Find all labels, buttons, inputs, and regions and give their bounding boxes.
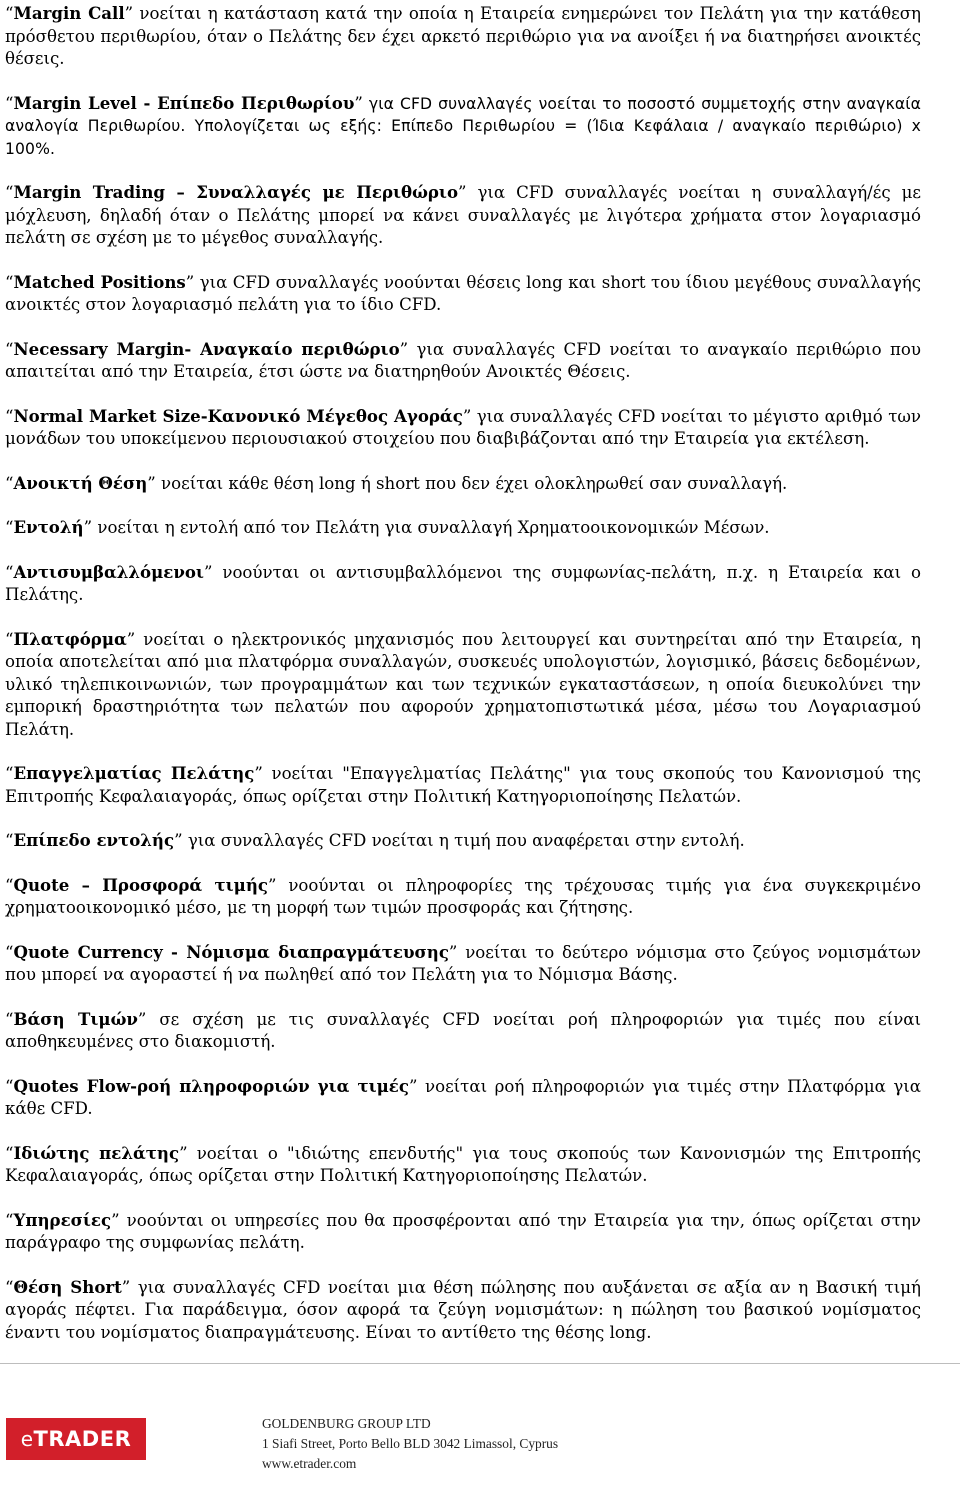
open-quote: “: [5, 1210, 14, 1230]
glossary-definition: νοείται ο "ιδιώτης επενδυτής" για τους σκοπούς των Κανονισμών της Επιτροπής Κεφαλαιαγοράς, όπως ορίζεται στην Πολιτική Κατηγοριοποίησης Πελατών.: [5, 1143, 921, 1185]
glossary-entry: [5, 516, 921, 540]
glossary-term: Θέση Short: [13, 1276, 122, 1297]
glossary-term: Quote – Προσφορά τιμής: [13, 874, 268, 895]
glossary-entry: [5, 338, 921, 384]
glossary-term: Βάση Τιμών: [13, 1008, 138, 1029]
close-quote: ”: [399, 339, 409, 359]
glossary-entry: [5, 561, 921, 607]
glossary-definition: για συναλλαγές CFD νοείται μια θέση πώλησης που αυξάνεται σε αξία αν η Βασική τιμή αγοράς πέφτει. Για παράδειγμα, όσον αφορά τα ζεύγη νομισμάτων: η πώληση του βασικού νομίσματος έναντι του νομίσματος διαπραγμάτευσης. Είναι το αντίθετο της θέσης long.: [5, 1277, 921, 1342]
open-quote: “: [5, 831, 14, 850]
close-quote: ”: [458, 183, 467, 202]
company-address: 1 Siafi Street, Porto Bello BLD 3042 Limassol, Cyprus: [262, 1436, 559, 1451]
open-quote: “: [5, 339, 14, 359]
close-quote: ”: [185, 272, 195, 292]
open-quote: “: [5, 629, 14, 649]
company-website[interactable]: www.etrader.com: [262, 1456, 357, 1471]
open-quote: “: [5, 1143, 14, 1163]
company-name: GOLDENBURG GROUP LTD: [262, 1416, 431, 1431]
glossary-term: Αντισυμβαλλόμενοι: [13, 561, 204, 582]
glossary-term: Quotes Flow-ροή πληροφοριών για τιμές: [13, 1075, 409, 1096]
close-quote: ”: [408, 1076, 418, 1096]
glossary-definition: νοείται "Επαγγελματίας Πελάτης" για τους σκοπούς του Κανονισμού της Επιτροπής Κεφαλαιαγοράς, όπως ορίζεται στην Πολιτική Κατηγοριοποίησης Πελατών.: [5, 764, 921, 806]
open-quote: “: [5, 1277, 14, 1297]
glossary-entry: [5, 1142, 921, 1188]
close-quote: ”: [203, 562, 213, 582]
close-quote: ”: [448, 942, 458, 962]
close-quote: ”: [254, 764, 263, 783]
close-quote: ”: [354, 93, 363, 113]
open-quote: “: [5, 406, 14, 426]
glossary-entry: [5, 472, 921, 496]
glossary-entry: [5, 762, 921, 808]
close-quote: ”: [111, 1210, 120, 1230]
glossary-definition: νοείται κάθε θέση long ή short που δεν έχει ολοκληρωθεί σαν συναλλαγή.: [155, 473, 788, 493]
glossary-term: Εντολή: [13, 517, 84, 537]
close-quote: ”: [462, 406, 472, 426]
glossary-definition: νοείται το δεύτερο νόμισμα στο ζεύγος νομισμάτων που μπορεί να αγοραστεί ή να πωληθεί από τον Πελάτη για το Νόμισμα Βάσης.: [5, 942, 921, 984]
open-quote: “: [5, 875, 14, 895]
close-quote: ”: [137, 1009, 147, 1029]
open-quote: “: [5, 183, 14, 202]
open-quote: “: [5, 562, 14, 582]
close-quote: ”: [124, 4, 134, 23]
glossary-definition: νοούνται οι αντισυμβαλλόμενοι της συμφωνίας-πελάτη, π.χ. η Εταιρεία και ο Πελάτης.: [5, 562, 921, 604]
open-quote: “: [5, 272, 14, 292]
glossary-entry: [5, 92, 921, 161]
glossary-term: Matched Positions: [13, 271, 186, 292]
open-quote: “: [5, 4, 14, 23]
glossary-definition: για συναλλαγές CFD νοείται το μέγιστο αριθμό των μονάδων του υποκείμενου περιουσιακού στοιχείου που διαβιβάζονται από την Εταιρεία για εκτέλεση.: [5, 406, 921, 448]
company-info: [262, 1414, 558, 1474]
glossary-definition: για CFD συναλλαγές νοείται το ποσοστό συμμετοχής στην αναγκαία αναλογία Περιθωρίου. Υπολογίζεται ως εξής: Επίπεδο Περιθωρίου = (Ίδια Κεφάλαια / αναγκαίο περιθώριο) x 100%.: [5, 94, 921, 158]
glossary-definition: για CFD συναλλαγές νοούνται θέσεις long και short του ίδιου μεγέθους συναλλαγής ανοικτές στον λογαριασμό πελάτη για το ίδιο CFD.: [5, 272, 921, 314]
glossary-entry: [5, 271, 921, 317]
glossary-term: Margin Call: [13, 3, 125, 23]
open-quote: “: [5, 473, 14, 493]
glossary-entry: [5, 181, 921, 250]
glossary-term: Ανοικτή Θέση: [13, 472, 148, 493]
close-quote: ”: [179, 1143, 188, 1163]
glossary-term: Margin Level - Επίπεδο Περιθωρίου: [13, 92, 355, 113]
close-quote: ”: [83, 518, 93, 537]
glossary-term: Πλατφόρμα: [13, 628, 127, 649]
glossary-term: Επίπεδο εντολής: [13, 830, 175, 850]
glossary-term: Επαγγελματίας Πελάτης: [13, 763, 255, 783]
glossary-term: Normal Market Size-Κανονικό Μέγεθος Αγοράς: [13, 405, 463, 426]
close-quote: ”: [121, 1277, 131, 1297]
open-quote: “: [5, 1009, 14, 1029]
glossary-entry: [5, 1008, 921, 1054]
glossary-definition: νοείται η κατάσταση κατά την οποία η Εταιρεία ενημερώνει τον Πελάτη για την κατάθεση πρόσθετου περιθωρίου, όταν ο Πελάτης δεν έχει αρκετό περιθώριο για να ανοίξει ή να διατηρήσει ανοικτές θέσεις.: [5, 4, 921, 68]
glossary: [5, 2, 921, 1365]
glossary-term: Ιδιώτης πελάτης: [13, 1142, 180, 1163]
open-quote: “: [5, 93, 14, 113]
glossary-definition: σε σχέση με τις συναλλαγές CFD νοείται ροή πληροφοριών για τιμές που είναι αποθηκευμένες στο διακομιστή.: [5, 1009, 921, 1051]
glossary-entry: [5, 829, 921, 853]
glossary-definition: νοούνται οι πληροφορίες της τρέχουσας τιμής για ένα συγκεκριμένο χρηματοοικονομικό μέσο, με τη μορφή των τιμών προσφοράς και ζήτησης.: [5, 875, 921, 917]
glossary-term: Υπηρεσίες: [13, 1209, 112, 1230]
glossary-entry: [5, 405, 921, 451]
glossary-definition: νοείται η εντολή από τον Πελάτη για συναλλαγή Χρηματοοικονομικών Μέσων.: [92, 518, 770, 537]
glossary-entry: [5, 628, 921, 742]
glossary-definition: για συναλλαγές CFD νοείται το αναγκαίο περιθώριο που απαιτείται από την Εταιρεία, έτσι ώστε να διατηρηθούν Ανοικτές Θέσεις.: [5, 339, 921, 381]
glossary-entry: [5, 941, 921, 987]
open-quote: “: [5, 1076, 14, 1096]
glossary-definition: νοείται ροή πληροφοριών για τιμές στην Πλατφόρμα για κάθε CFD.: [5, 1076, 921, 1118]
close-quote: ”: [147, 473, 156, 493]
open-quote: “: [5, 518, 14, 537]
open-quote: “: [5, 942, 14, 962]
close-quote: ”: [268, 875, 277, 895]
glossary-term: Quote Currency - Νόμισμα διαπραγμάτευσης: [13, 941, 449, 962]
glossary-term: Margin Trading – Συναλλαγές με Περιθώριο: [13, 182, 459, 202]
glossary-entry: [5, 874, 921, 920]
glossary-entry: [5, 1075, 921, 1121]
glossary-entry: [5, 1276, 921, 1345]
glossary-definition: για CFD συναλλαγές νοείται η συναλλαγή/ές με μόχλευση, δηλαδή όταν ο Πελάτης μπορεί να κάνει συναλλαγές με λιγότερα χρήματα στον λογαριασμό πελάτη σε σχέση με το μέγεθος συναλλαγής.: [5, 183, 921, 247]
glossary-definition: για συναλλαγές CFD νοείται η τιμή που αναφέρεται στην εντολή.: [182, 831, 745, 850]
logo-text: eTRADER: [20, 1427, 132, 1451]
glossary-definition: νοείται ο ηλεκτρονικός μηχανισμός που λειτουργεί και συντηρείται από την Εταιρεία, η οποία αποτελείται από μια πλατφόρμα συναλλαγών, συσκευές υπολογιστών, λογισμικό, βάσεις δεδομένων, υλικό τηλεπικοινωνιών, των προγραμμάτων και των τεχνικών εγκαταστάσεων, η οποία διευκολύνει την εμπορική δραστηριότητα των πελατών που αφορούν χρηματοπιστωτικά μέσα, μέσω του Λογαριασμού Πελάτη.: [5, 629, 921, 739]
open-quote: “: [5, 764, 14, 783]
etrader-logo: [6, 1418, 146, 1460]
close-quote: ”: [126, 629, 136, 649]
footer-divider: [0, 1363, 960, 1364]
glossary-entry: [5, 2, 921, 71]
close-quote: ”: [174, 831, 183, 850]
glossary-definition: νοούνται οι υπηρεσίες που θα προσφέρονται από την Εταιρεία για την, όπως ορίζεται στην παράγραφο της συμφωνίας πελάτη.: [5, 1210, 921, 1252]
glossary-entry: [5, 1209, 921, 1255]
glossary-term: Necessary Margin- Αναγκαίο περιθώριο: [13, 338, 400, 359]
